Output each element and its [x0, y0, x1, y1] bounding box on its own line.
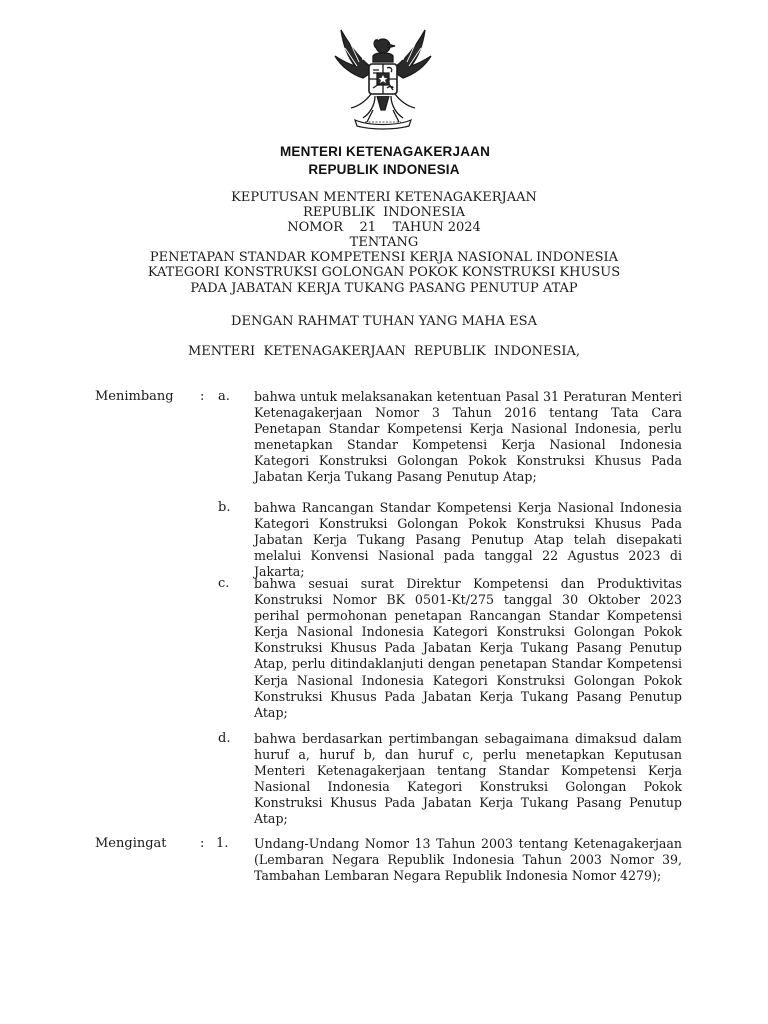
menimbang-colon: :: [200, 389, 205, 404]
decree-subject-line-2: KATEGORI KONSTRUKSI GOLONGAN POKOK KONSTRUKSI KHUSUS: [147, 265, 621, 280]
menimbang-item-b: bahwa Rancangan Standar Kompetensi Kerja Nasional Indonesia Kategori Konstruksi Golongan Pokok Konstruksi Khusus Pada Jabatan Kerja Tukang Pasang Penutup Atap telah disepakati melalui Konvensi Nasional pada tanggal 22 Agustus 2023 di Jakarta;: [254, 500, 682, 580]
mengingat-colon: :: [200, 836, 205, 851]
mengingat-item-1: Undang-Undang Nomor 13 Tahun 2003 tentang Ketenagakerjaan (Lembaran Negara Republik Indonesia Tahun 2003 Nomor 39, Tambahan Lembaran Negara Republik Indonesia Nomor 4279);: [254, 836, 682, 884]
decree-about: TENTANG: [349, 235, 419, 250]
decree-subject-line-1: PENETAPAN STANDAR KOMPETENSI KERJA NASIONAL INDONESIA: [149, 250, 619, 265]
decree-title: KEPUTUSAN MENTERI KETENAGAKERJAAN: [231, 190, 537, 205]
menimbang-marker-a: a.: [218, 389, 230, 404]
decree-subject-line-3: PADA JABATAN KERJA TUKANG PASANG PENUTUP ATAP: [190, 281, 578, 296]
mengingat-label: Mengingat: [95, 836, 167, 851]
mengingat-marker-1: 1.: [216, 836, 229, 851]
menimbang-marker-d: d.: [218, 731, 231, 746]
institution-country: REPUBLIK INDONESIA: [308, 162, 460, 177]
garuda-pancasila-emblem-icon: [329, 26, 437, 136]
menimbang-item-d: bahwa berdasarkan pertimbangan sebagaimana dimaksud dalam huruf a, huruf b, dan huruf c, perlu menetapkan Keputusan Menteri Ketenagakerjaan tentang Standar Kompetensi Kerja Nasional Indonesia Kategori Konstruksi Golongan Pokok Konstruksi Khusus Pada Jabatan Kerja Tukang Pasang Penutup Atap;: [254, 731, 682, 827]
menimbang-label: Menimbang: [95, 389, 174, 404]
menimbang-item-a: bahwa untuk melaksanakan ketentuan Pasal 31 Peraturan Menteri Ketenagakerjaan Nomor 3 Tahun 2016 tentang Tata Cara Penetapan Standar Kompetensi Kerja Nasional Indonesia, perlu menetapkan Standar Kompetensi Kerja Nasional Indonesia Kategori Konstruksi Golongan Pokok Konstruksi Khusus Pada Jabatan Kerja Tukang Pasang Penutup Atap;: [254, 389, 682, 485]
decree-issuer: MENTERI KETENAGAKERJAAN REPUBLIK INDONESIA,: [187, 344, 581, 359]
menimbang-marker-c: c.: [218, 576, 230, 591]
decree-country: REPUBLIK INDONESIA: [303, 205, 465, 220]
institution-name: MENTERI KETENAGAKERJAAN: [279, 144, 491, 159]
menimbang-item-c: bahwa sesuai surat Direktur Kompetensi dan Produktivitas Konstruksi Nomor BK 0501-Kt/275 tanggal 30 Oktober 2023 perihal permohonan penetapan Rancangan Standar Kompetensi Kerja Nasional Indonesia Kategori Konstruksi Golongan Pokok Konstruksi Khusus Pada Jabatan Kerja Tukang Pasang Penutup Atap, perlu ditindaklanjuti dengan penetapan Standar Kompetensi Kerja Nasional Indonesia Kategori Konstruksi Golongan Pokok Konstruksi Khusus Pada Jabatan Kerja Tukang Pasang Penutup Atap;: [254, 576, 682, 720]
decree-invocation: DENGAN RAHMAT TUHAN YANG MAHA ESA: [231, 314, 537, 329]
decree-number: NOMOR 21 TAHUN 2024: [287, 220, 481, 235]
menimbang-marker-b: b.: [218, 500, 231, 515]
